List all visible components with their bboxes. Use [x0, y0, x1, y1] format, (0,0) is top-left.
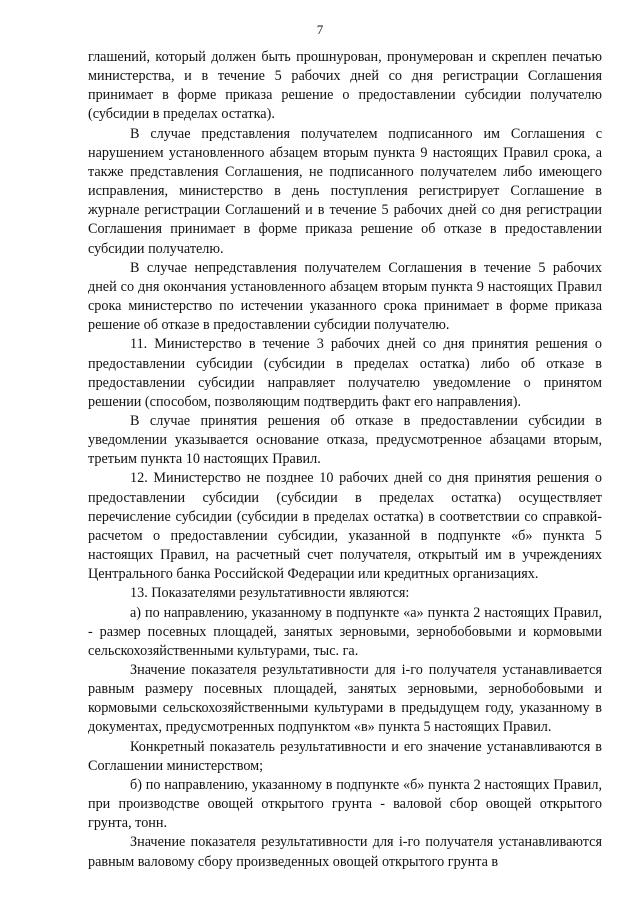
paragraph-item-12: 12. Министерство не позднее 10 рабочих дней со дня принятия решения о предоставлении субсидии (субсидии в пределах остатка) осуществляет перечисление субсидии (субсидии в пределах остатка) в соответствии со справкой-расчетом о предоставлении субсидии, указанной в подпункте «б» пункта 5 настоящих Правил, на расчетный счет получателя, открытый им в учреждениях Центрального банка Российской Федерации или кредитных организациях.	[88, 470, 602, 583]
paragraph: Конкретный показатель результативности и его значение устанавливаются в Соглашении министерством;	[88, 738, 602, 774]
paragraph: В случае представления получателем подписанного им Соглашения с нарушением установленного абзацем вторым пункта 9 настоящих Правил срока, а также представления Соглашения, не подписанного получателем либо имеющего исправления, министерство в день поступления регистрирует Соглашение в журнале регистрации Соглашений и в течение 5 рабочих дней со дня регистрации Соглашения принимает в форме приказа решение об отказе в предоставлении субсидии получателю.	[88, 125, 602, 257]
document-body	[88, 48, 602, 872]
paragraph-subitem-a: а) по направлению, указанному в подпункте «а» пункта 2 настоящих Правил, - размер посевных площадей, занятых зерновыми, зернобобовыми и кормовыми сельскохозяйственными культурами, тыс. га.	[88, 604, 602, 659]
paragraph-subitem-b: б) по направлению, указанному в подпункте «б» пункта 2 настоящих Правил, при производстве овощей открытого грунта - валовой сбор овощей открытого грунта, тонн.	[88, 776, 602, 832]
paragraph-item-13: 13. Показателями результативности являются:	[130, 585, 410, 602]
paragraph: В случае принятия решения об отказе в предоставлении субсидии в уведомлении указывается основание отказа, предусмотренное абзацами вторым, третьим пункта 10 настоящих Правил.	[88, 412, 602, 468]
paragraph: Значение показателя результативности для i-го получателя устанавливаются равным валовому сбору произведенных овощей открытого грунта в	[88, 834, 602, 870]
paragraph: Значение показателя результативности для i-го получателя устанавливается равным размеру посевных площадей, занятых зерновыми, зернобобовыми и кормовыми сельскохозяйственными культурами в предыдущем году, указанному в документах, предусмотренных подпунктом «в» пункта 5 настоящих Правил.	[88, 662, 602, 736]
paragraph: В случае непредставления получателем Соглашения в течение 5 рабочих дней со дня окончания установленного абзацем вторым пункта 9 настоящих Правил срока министерство по истечении указанного срока принимает в форме приказа решение об отказе в предоставлении субсидии получателю.	[88, 259, 602, 334]
paragraph-continuation: глашений, который должен быть прошнурован, пронумерован и скреплен печатью министерства, и в течение 5 рабочих дней со дня регистрации Соглашения принимает в форме приказа решение о предоставлении субсидии получателю (субсидии в пределах остатка).	[88, 49, 602, 123]
paragraph-item-11: 11. Министерство в течение 3 рабочих дней со дня принятия решения о предоставлении субсидии (субсидии в пределах остатка) либо об отказе в предоставлении субсидии направляет получателю уведомление о принятом решении (способом, позволяющим подтвердить факт его направления).	[88, 336, 602, 410]
page-number: 7	[316, 22, 324, 37]
